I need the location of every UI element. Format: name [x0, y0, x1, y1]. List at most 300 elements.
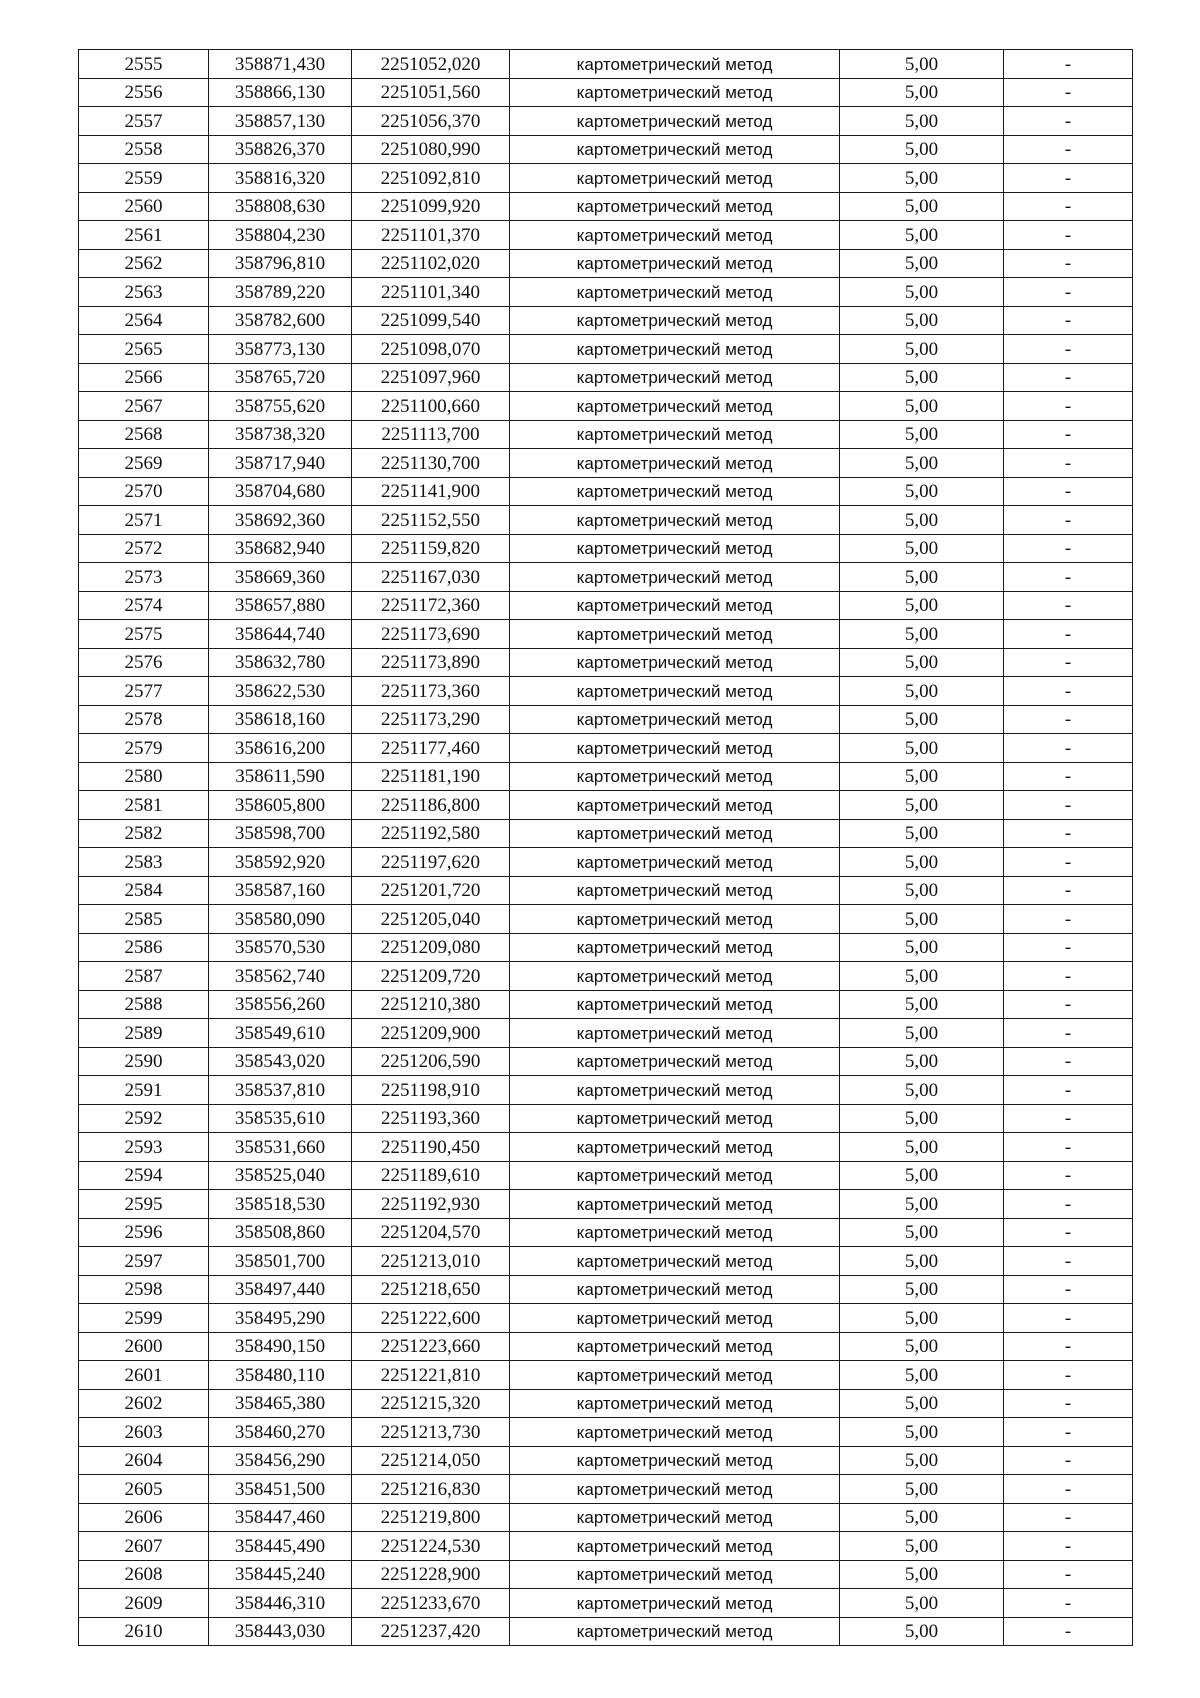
table-row [79, 734, 1133, 763]
y-coordinate-cell: 2251100,660 [352, 392, 510, 421]
point-number-cell: 2563 [79, 278, 209, 307]
point-number-cell: 2609 [79, 1589, 209, 1618]
table-row [79, 392, 1133, 421]
x-coordinate-cell: 358871,430 [209, 50, 352, 79]
y-coordinate-cell: 2251098,070 [352, 335, 510, 364]
table-row [79, 819, 1133, 848]
point-number-cell: 2591 [79, 1076, 209, 1105]
point-number-cell: 2598 [79, 1275, 209, 1304]
x-coordinate-cell: 358451,500 [209, 1475, 352, 1504]
method-cell: картометрический метод [510, 278, 840, 307]
description-cell: - [1004, 107, 1133, 136]
x-coordinate-cell: 358857,130 [209, 107, 352, 136]
point-number-cell: 2570 [79, 477, 209, 506]
point-number-cell: 2568 [79, 420, 209, 449]
accuracy-cell: 5,00 [840, 1247, 1004, 1276]
y-coordinate-cell: 2251213,730 [352, 1418, 510, 1447]
y-coordinate-cell: 2251099,920 [352, 192, 510, 221]
method-cell: картометрический метод [510, 306, 840, 335]
description-cell: - [1004, 1047, 1133, 1076]
point-number-cell: 2610 [79, 1617, 209, 1646]
point-number-cell: 2604 [79, 1446, 209, 1475]
table-row [79, 363, 1133, 392]
accuracy-cell: 5,00 [840, 591, 1004, 620]
table-row [79, 506, 1133, 535]
accuracy-cell: 5,00 [840, 1104, 1004, 1133]
point-number-cell: 2556 [79, 78, 209, 107]
y-coordinate-cell: 2251209,080 [352, 933, 510, 962]
accuracy-cell: 5,00 [840, 705, 1004, 734]
accuracy-cell: 5,00 [840, 1218, 1004, 1247]
table-row [79, 648, 1133, 677]
x-coordinate-cell: 358543,020 [209, 1047, 352, 1076]
accuracy-cell: 5,00 [840, 1275, 1004, 1304]
description-cell: - [1004, 1247, 1133, 1276]
accuracy-cell: 5,00 [840, 278, 1004, 307]
y-coordinate-cell: 2251206,590 [352, 1047, 510, 1076]
x-coordinate-cell: 358495,290 [209, 1304, 352, 1333]
x-coordinate-cell: 358622,530 [209, 677, 352, 706]
accuracy-cell: 5,00 [840, 1076, 1004, 1105]
x-coordinate-cell: 358456,290 [209, 1446, 352, 1475]
table-row [79, 50, 1133, 79]
point-number-cell: 2555 [79, 50, 209, 79]
y-coordinate-cell: 2251218,650 [352, 1275, 510, 1304]
y-coordinate-cell: 2251205,040 [352, 905, 510, 934]
x-coordinate-cell: 358632,780 [209, 648, 352, 677]
x-coordinate-cell: 358460,270 [209, 1418, 352, 1447]
accuracy-cell: 5,00 [840, 791, 1004, 820]
method-cell: картометрический метод [510, 1332, 840, 1361]
description-cell: - [1004, 620, 1133, 649]
y-coordinate-cell: 2251215,320 [352, 1389, 510, 1418]
y-coordinate-cell: 2251173,890 [352, 648, 510, 677]
point-number-cell: 2587 [79, 962, 209, 991]
accuracy-cell: 5,00 [840, 1332, 1004, 1361]
x-coordinate-cell: 358796,810 [209, 249, 352, 278]
method-cell: картометрический метод [510, 392, 840, 421]
description-cell: - [1004, 335, 1133, 364]
y-coordinate-cell: 2251223,660 [352, 1332, 510, 1361]
accuracy-cell: 5,00 [840, 506, 1004, 535]
point-number-cell: 2599 [79, 1304, 209, 1333]
method-cell: картометрический метод [510, 1133, 840, 1162]
table-row [79, 306, 1133, 335]
accuracy-cell: 5,00 [840, 78, 1004, 107]
table-row [79, 107, 1133, 136]
description-cell: - [1004, 1275, 1133, 1304]
point-number-cell: 2589 [79, 1019, 209, 1048]
point-number-cell: 2603 [79, 1418, 209, 1447]
y-coordinate-cell: 2251214,050 [352, 1446, 510, 1475]
accuracy-cell: 5,00 [840, 449, 1004, 478]
accuracy-cell: 5,00 [840, 1304, 1004, 1333]
y-coordinate-cell: 2251198,910 [352, 1076, 510, 1105]
point-number-cell: 2577 [79, 677, 209, 706]
table-row [79, 192, 1133, 221]
accuracy-cell: 5,00 [840, 534, 1004, 563]
x-coordinate-cell: 358587,160 [209, 876, 352, 905]
accuracy-cell: 5,00 [840, 1532, 1004, 1561]
x-coordinate-cell: 358562,740 [209, 962, 352, 991]
accuracy-cell: 5,00 [840, 1617, 1004, 1646]
method-cell: картометрический метод [510, 1532, 840, 1561]
point-number-cell: 2584 [79, 876, 209, 905]
description-cell: - [1004, 1446, 1133, 1475]
method-cell: картометрический метод [510, 420, 840, 449]
y-coordinate-cell: 2251177,460 [352, 734, 510, 763]
table-row [79, 620, 1133, 649]
point-number-cell: 2562 [79, 249, 209, 278]
method-cell: картометрический метод [510, 1589, 840, 1618]
x-coordinate-cell: 358611,590 [209, 762, 352, 791]
accuracy-cell: 5,00 [840, 905, 1004, 934]
y-coordinate-cell: 2251216,830 [352, 1475, 510, 1504]
y-coordinate-cell: 2251233,670 [352, 1589, 510, 1618]
y-coordinate-cell: 2251228,900 [352, 1560, 510, 1589]
y-coordinate-cell: 2251213,010 [352, 1247, 510, 1276]
description-cell: - [1004, 791, 1133, 820]
table-row [79, 534, 1133, 563]
point-number-cell: 2565 [79, 335, 209, 364]
table-row [79, 449, 1133, 478]
point-number-cell: 2559 [79, 164, 209, 193]
y-coordinate-cell: 2251221,810 [352, 1361, 510, 1390]
description-cell: - [1004, 420, 1133, 449]
point-number-cell: 2578 [79, 705, 209, 734]
description-cell: - [1004, 1190, 1133, 1219]
method-cell: картометрический метод [510, 876, 840, 905]
x-coordinate-cell: 358580,090 [209, 905, 352, 934]
x-coordinate-cell: 358570,530 [209, 933, 352, 962]
y-coordinate-cell: 2251167,030 [352, 563, 510, 592]
description-cell: - [1004, 1361, 1133, 1390]
method-cell: картометрический метод [510, 335, 840, 364]
table-row [79, 1275, 1133, 1304]
x-coordinate-cell: 358497,440 [209, 1275, 352, 1304]
x-coordinate-cell: 358765,720 [209, 363, 352, 392]
table-row [79, 1304, 1133, 1333]
y-coordinate-cell: 2251197,620 [352, 848, 510, 877]
accuracy-cell: 5,00 [840, 1503, 1004, 1532]
accuracy-cell: 5,00 [840, 876, 1004, 905]
y-coordinate-cell: 2251173,360 [352, 677, 510, 706]
table-row [79, 249, 1133, 278]
accuracy-cell: 5,00 [840, 620, 1004, 649]
method-cell: картометрический метод [510, 677, 840, 706]
description-cell: - [1004, 1532, 1133, 1561]
accuracy-cell: 5,00 [840, 306, 1004, 335]
method-cell: картометрический метод [510, 221, 840, 250]
method-cell: картометрический метод [510, 506, 840, 535]
x-coordinate-cell: 358537,810 [209, 1076, 352, 1105]
point-number-cell: 2593 [79, 1133, 209, 1162]
method-cell: картометрический метод [510, 1560, 840, 1589]
table-row [79, 677, 1133, 706]
accuracy-cell: 5,00 [840, 1161, 1004, 1190]
point-number-cell: 2566 [79, 363, 209, 392]
accuracy-cell: 5,00 [840, 1389, 1004, 1418]
y-coordinate-cell: 2251152,550 [352, 506, 510, 535]
method-cell: картометрический метод [510, 819, 840, 848]
x-coordinate-cell: 358465,380 [209, 1389, 352, 1418]
description-cell: - [1004, 506, 1133, 535]
accuracy-cell: 5,00 [840, 648, 1004, 677]
method-cell: картометрический метод [510, 1446, 840, 1475]
point-number-cell: 2576 [79, 648, 209, 677]
description-cell: - [1004, 449, 1133, 478]
accuracy-cell: 5,00 [840, 962, 1004, 991]
method-cell: картометрический метод [510, 192, 840, 221]
description-cell: - [1004, 1218, 1133, 1247]
accuracy-cell: 5,00 [840, 819, 1004, 848]
y-coordinate-cell: 2251192,930 [352, 1190, 510, 1219]
y-coordinate-cell: 2251051,560 [352, 78, 510, 107]
y-coordinate-cell: 2251130,700 [352, 449, 510, 478]
accuracy-cell: 5,00 [840, 848, 1004, 877]
y-coordinate-cell: 2251101,340 [352, 278, 510, 307]
description-cell: - [1004, 1076, 1133, 1105]
y-coordinate-cell: 2251173,290 [352, 705, 510, 734]
table-row [79, 990, 1133, 1019]
method-cell: картометрический метод [510, 933, 840, 962]
x-coordinate-cell: 358518,530 [209, 1190, 352, 1219]
table-row [79, 1190, 1133, 1219]
point-number-cell: 2607 [79, 1532, 209, 1561]
y-coordinate-cell: 2251102,020 [352, 249, 510, 278]
y-coordinate-cell: 2251237,420 [352, 1617, 510, 1646]
y-coordinate-cell: 2251219,800 [352, 1503, 510, 1532]
point-number-cell: 2561 [79, 221, 209, 250]
table-row [79, 1503, 1133, 1532]
point-number-cell: 2597 [79, 1247, 209, 1276]
accuracy-cell: 5,00 [840, 1589, 1004, 1618]
point-number-cell: 2572 [79, 534, 209, 563]
accuracy-cell: 5,00 [840, 192, 1004, 221]
accuracy-cell: 5,00 [840, 50, 1004, 79]
x-coordinate-cell: 358598,700 [209, 819, 352, 848]
table-row [79, 335, 1133, 364]
point-number-cell: 2573 [79, 563, 209, 592]
method-cell: картометрический метод [510, 78, 840, 107]
description-cell: - [1004, 1503, 1133, 1532]
description-cell: - [1004, 905, 1133, 934]
description-cell: - [1004, 990, 1133, 1019]
method-cell: картометрический метод [510, 477, 840, 506]
x-coordinate-cell: 358866,130 [209, 78, 352, 107]
y-coordinate-cell: 2251222,600 [352, 1304, 510, 1333]
point-number-cell: 2590 [79, 1047, 209, 1076]
y-coordinate-cell: 2251092,810 [352, 164, 510, 193]
table-row [79, 1019, 1133, 1048]
y-coordinate-cell: 2251141,900 [352, 477, 510, 506]
x-coordinate-cell: 358443,030 [209, 1617, 352, 1646]
y-coordinate-cell: 2251159,820 [352, 534, 510, 563]
method-cell: картометрический метод [510, 249, 840, 278]
point-number-cell: 2574 [79, 591, 209, 620]
description-cell: - [1004, 306, 1133, 335]
description-cell: - [1004, 819, 1133, 848]
point-number-cell: 2560 [79, 192, 209, 221]
table-row [79, 164, 1133, 193]
description-cell: - [1004, 1161, 1133, 1190]
table-row [79, 1389, 1133, 1418]
description-cell: - [1004, 876, 1133, 905]
method-cell: картометрический метод [510, 1304, 840, 1333]
table-row [79, 1332, 1133, 1361]
y-coordinate-cell: 2251101,370 [352, 221, 510, 250]
table-row [79, 1133, 1133, 1162]
table-row [79, 278, 1133, 307]
table-row [79, 1361, 1133, 1390]
table-row [79, 1418, 1133, 1447]
x-coordinate-cell: 358669,360 [209, 563, 352, 592]
description-cell: - [1004, 221, 1133, 250]
table-row [79, 705, 1133, 734]
y-coordinate-cell: 2251201,720 [352, 876, 510, 905]
method-cell: картометрический метод [510, 107, 840, 136]
x-coordinate-cell: 358816,320 [209, 164, 352, 193]
accuracy-cell: 5,00 [840, 392, 1004, 421]
description-cell: - [1004, 50, 1133, 79]
description-cell: - [1004, 1019, 1133, 1048]
accuracy-cell: 5,00 [840, 249, 1004, 278]
x-coordinate-cell: 358782,600 [209, 306, 352, 335]
description-cell: - [1004, 1133, 1133, 1162]
point-number-cell: 2601 [79, 1361, 209, 1390]
table-body [79, 50, 1133, 1646]
x-coordinate-cell: 358501,700 [209, 1247, 352, 1276]
table-row [79, 905, 1133, 934]
method-cell: картометрический метод [510, 1503, 840, 1532]
point-number-cell: 2575 [79, 620, 209, 649]
x-coordinate-cell: 358508,860 [209, 1218, 352, 1247]
table-row [79, 962, 1133, 991]
table-row [79, 762, 1133, 791]
table-row [79, 135, 1133, 164]
point-number-cell: 2582 [79, 819, 209, 848]
description-cell: - [1004, 648, 1133, 677]
table-row [79, 1446, 1133, 1475]
x-coordinate-cell: 358682,940 [209, 534, 352, 563]
method-cell: картометрический метод [510, 734, 840, 763]
table-row [79, 933, 1133, 962]
x-coordinate-cell: 358445,240 [209, 1560, 352, 1589]
method-cell: картометрический метод [510, 1218, 840, 1247]
point-number-cell: 2583 [79, 848, 209, 877]
point-number-cell: 2558 [79, 135, 209, 164]
method-cell: картометрический метод [510, 905, 840, 934]
method-cell: картометрический метод [510, 534, 840, 563]
point-number-cell: 2602 [79, 1389, 209, 1418]
point-number-cell: 2571 [79, 506, 209, 535]
method-cell: картометрический метод [510, 1047, 840, 1076]
y-coordinate-cell: 2251056,370 [352, 107, 510, 136]
point-number-cell: 2567 [79, 392, 209, 421]
accuracy-cell: 5,00 [840, 420, 1004, 449]
y-coordinate-cell: 2251224,530 [352, 1532, 510, 1561]
accuracy-cell: 5,00 [840, 363, 1004, 392]
table-row [79, 791, 1133, 820]
description-cell: - [1004, 192, 1133, 221]
method-cell: картометрический метод [510, 648, 840, 677]
point-number-cell: 2579 [79, 734, 209, 763]
method-cell: картометрический метод [510, 135, 840, 164]
description-cell: - [1004, 1589, 1133, 1618]
description-cell: - [1004, 848, 1133, 877]
x-coordinate-cell: 358644,740 [209, 620, 352, 649]
point-number-cell: 2595 [79, 1190, 209, 1219]
method-cell: картометрический метод [510, 1389, 840, 1418]
point-number-cell: 2594 [79, 1161, 209, 1190]
method-cell: картометрический метод [510, 990, 840, 1019]
table-row [79, 848, 1133, 877]
accuracy-cell: 5,00 [840, 477, 1004, 506]
description-cell: - [1004, 1560, 1133, 1589]
table-row [79, 1617, 1133, 1646]
x-coordinate-cell: 358480,110 [209, 1361, 352, 1390]
method-cell: картометрический метод [510, 705, 840, 734]
x-coordinate-cell: 358525,040 [209, 1161, 352, 1190]
x-coordinate-cell: 358657,880 [209, 591, 352, 620]
table-row [79, 1589, 1133, 1618]
table-row [79, 1475, 1133, 1504]
table-row [79, 876, 1133, 905]
y-coordinate-cell: 2251193,360 [352, 1104, 510, 1133]
x-coordinate-cell: 358446,310 [209, 1589, 352, 1618]
point-number-cell: 2557 [79, 107, 209, 136]
description-cell: - [1004, 363, 1133, 392]
y-coordinate-cell: 2251172,360 [352, 591, 510, 620]
accuracy-cell: 5,00 [840, 1047, 1004, 1076]
x-coordinate-cell: 358605,800 [209, 791, 352, 820]
point-number-cell: 2586 [79, 933, 209, 962]
y-coordinate-cell: 2251099,540 [352, 306, 510, 335]
method-cell: картометрический метод [510, 1418, 840, 1447]
table-row [79, 221, 1133, 250]
method-cell: картометрический метод [510, 848, 840, 877]
description-cell: - [1004, 933, 1133, 962]
accuracy-cell: 5,00 [840, 734, 1004, 763]
point-number-cell: 2596 [79, 1218, 209, 1247]
y-coordinate-cell: 2251210,380 [352, 990, 510, 1019]
description-cell: - [1004, 563, 1133, 592]
y-coordinate-cell: 2251209,900 [352, 1019, 510, 1048]
point-number-cell: 2592 [79, 1104, 209, 1133]
point-number-cell: 2600 [79, 1332, 209, 1361]
description-cell: - [1004, 677, 1133, 706]
y-coordinate-cell: 2251204,570 [352, 1218, 510, 1247]
method-cell: картометрический метод [510, 591, 840, 620]
table-row [79, 420, 1133, 449]
point-number-cell: 2606 [79, 1503, 209, 1532]
table-row [79, 477, 1133, 506]
description-cell: - [1004, 1104, 1133, 1133]
y-coordinate-cell: 2251190,450 [352, 1133, 510, 1162]
description-cell: - [1004, 962, 1133, 991]
table-row [79, 1047, 1133, 1076]
description-cell: - [1004, 734, 1133, 763]
accuracy-cell: 5,00 [840, 107, 1004, 136]
method-cell: картометрический метод [510, 1190, 840, 1219]
method-cell: картометрический метод [510, 363, 840, 392]
description-cell: - [1004, 1332, 1133, 1361]
x-coordinate-cell: 358535,610 [209, 1104, 352, 1133]
accuracy-cell: 5,00 [840, 1560, 1004, 1589]
point-number-cell: 2581 [79, 791, 209, 820]
y-coordinate-cell: 2251080,990 [352, 135, 510, 164]
description-cell: - [1004, 1418, 1133, 1447]
